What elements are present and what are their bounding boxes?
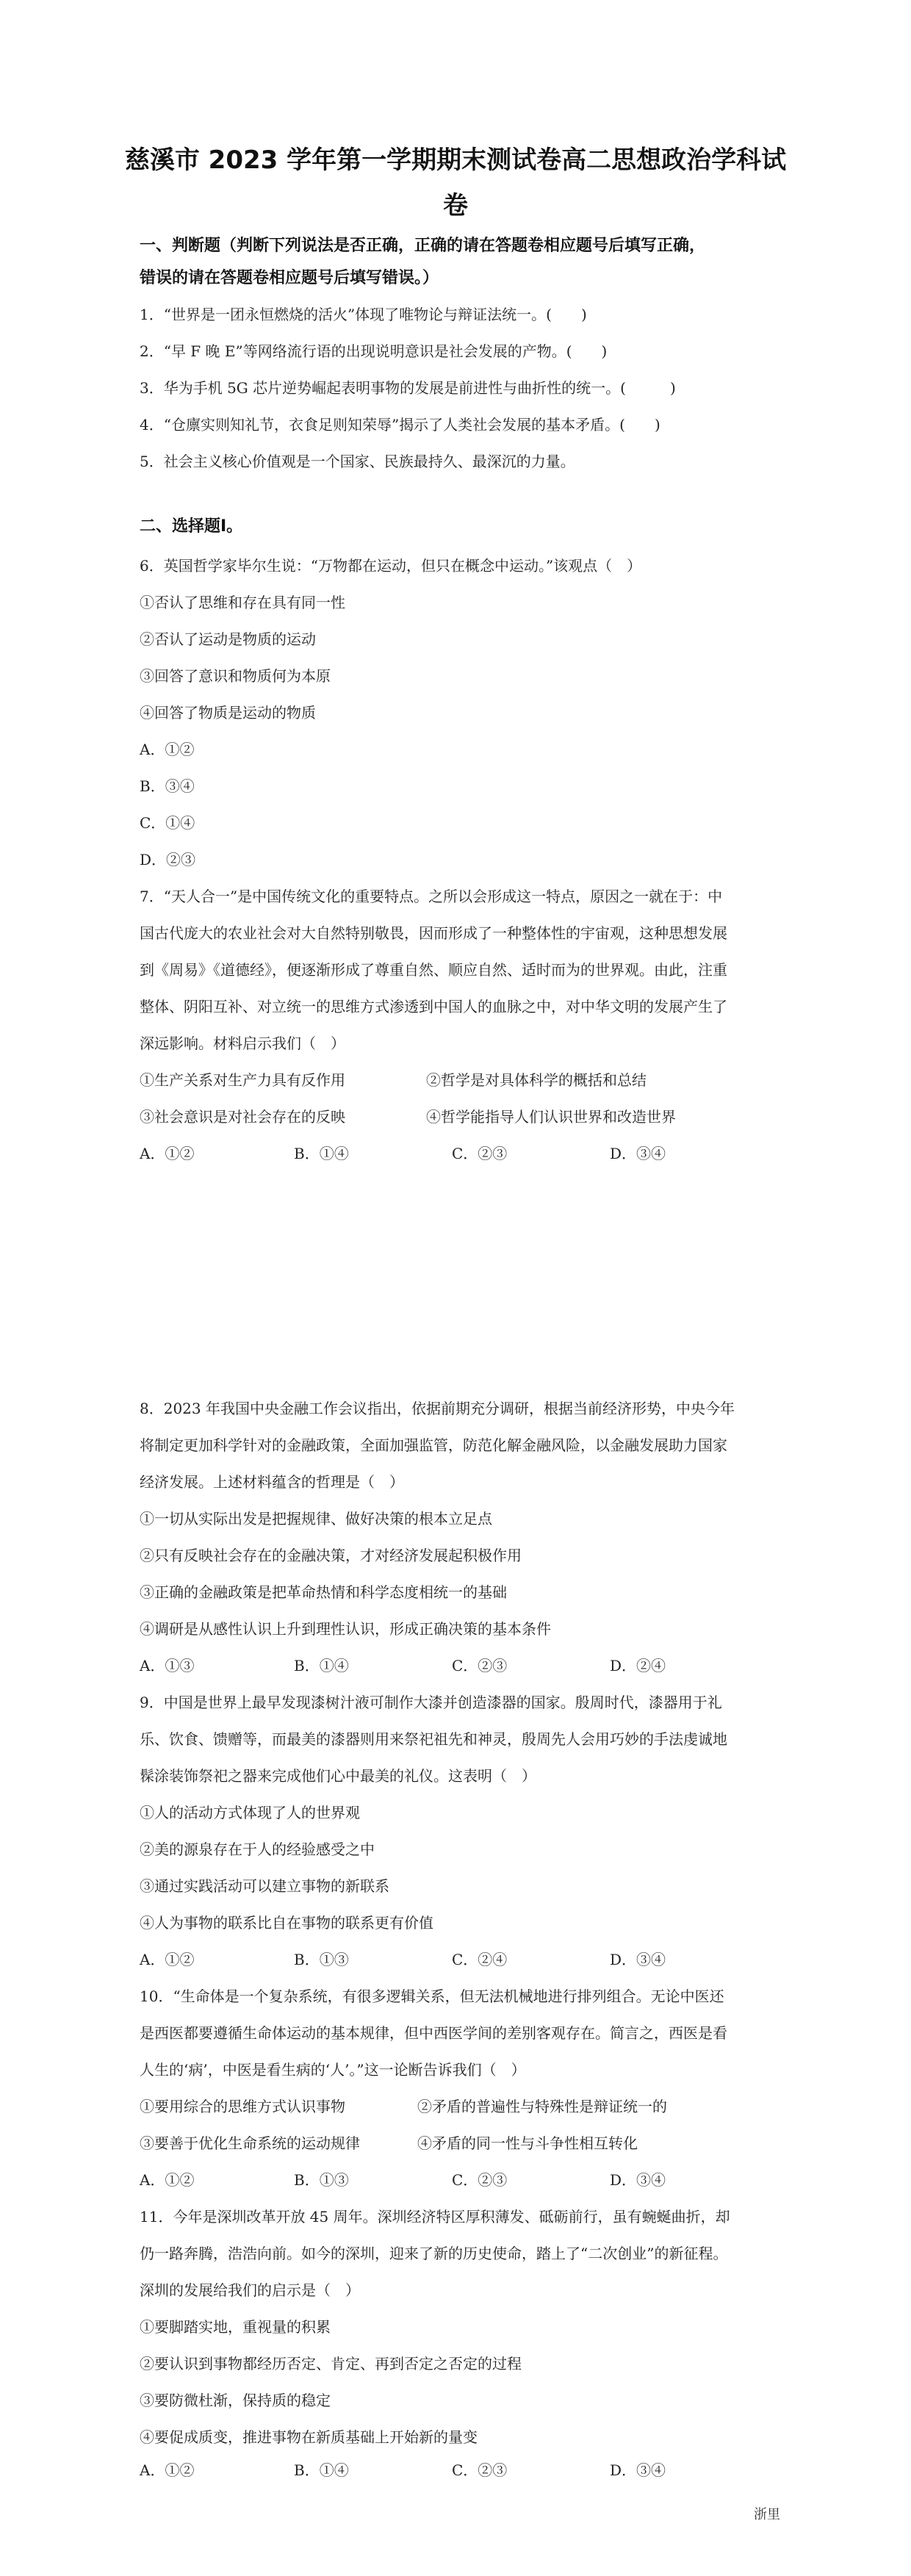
section-1-heading-line-1: 一、判断题（判断下列说法是否正确，正确的请在答题卷相应题号后填写正确， bbox=[140, 237, 706, 255]
question-8-statement-2: ②只有反映社会存在的金融决策，才对经济发展起积极作用 bbox=[140, 1547, 522, 1564]
question-7-stem-line-4: 整体、阴阳互补、对立统一的思维方式渗透到中国人的血脉之中，对中华文明的发展产生了 bbox=[140, 998, 727, 1015]
question-9-choice-b[interactable]: B．①③ bbox=[294, 1951, 349, 1968]
question-8-choice-a[interactable]: A．①③ bbox=[140, 1657, 195, 1674]
question-8-choice-d[interactable]: D．②④ bbox=[610, 1657, 666, 1674]
question-10-statement-1: ①要用综合的思维方式认识事物 bbox=[140, 2098, 345, 2115]
question-8-choice-c[interactable]: C．②③ bbox=[452, 1657, 508, 1674]
question-10-choice-a[interactable]: A．①② bbox=[140, 2171, 195, 2189]
question-6-choice-a[interactable]: A．①② bbox=[140, 741, 195, 758]
question-7-statement-1: ①生产关系对生产力具有反作用 bbox=[140, 1071, 345, 1089]
question-11-choice-c[interactable]: C．②③ bbox=[452, 2461, 508, 2479]
section-2-heading: 二、选择题Ⅰ。 bbox=[140, 517, 243, 536]
question-10-choice-c[interactable]: C．②③ bbox=[452, 2171, 508, 2189]
question-6-statement-1: ①否认了思维和存在具有同一性 bbox=[140, 594, 345, 611]
tf-question-2: 2．“早 F 晚 E”等网络流行语的出现说明意识是社会发展的产物。( ) bbox=[140, 342, 608, 360]
question-10-stem-line-2: 是西医都要遵循生命体运动的基本规律，但中西医学间的差别客观存在。简言之，西医是看 bbox=[140, 2024, 727, 2042]
page-footer: 浙里 bbox=[754, 2507, 780, 2522]
question-7-stem-line-2: 国古代庞大的农业社会对大自然特别敬畏，因而形成了一种整体性的宇宙观，这种思想发展 bbox=[140, 924, 727, 942]
question-9-statement-1: ①人的活动方式体现了人的世界观 bbox=[140, 1804, 360, 1821]
question-10-statements-row-2 bbox=[140, 2131, 786, 2156]
question-10-statements-row-1 bbox=[140, 2094, 786, 2119]
question-7-statements-row-2 bbox=[140, 1104, 786, 1129]
question-9-statement-2: ②美的源泉存在于人的经验感受之中 bbox=[140, 1841, 375, 1858]
question-11-choices bbox=[140, 2458, 786, 2483]
question-10-choice-b[interactable]: B．①③ bbox=[294, 2171, 349, 2189]
question-9-stem-line-2: 乐、饮食、馈赠等，而最美的漆器则用来祭祀祖先和神灵，殷周先人会用巧妙的手法虔诚地 bbox=[140, 1730, 727, 1748]
question-7-statement-3: ③社会意识是对社会存在的反映 bbox=[140, 1108, 345, 1126]
question-10-choices bbox=[140, 2167, 786, 2192]
question-8-statement-1: ①一切从实际出发是把握规律、做好决策的根本立足点 bbox=[140, 1510, 492, 1528]
question-11-choice-b[interactable]: B．①④ bbox=[294, 2461, 349, 2479]
tf-question-1: 1．“世界是一团永恒燃烧的活火”体现了唯物论与辩证法统一。( ) bbox=[140, 306, 587, 323]
page-title-line-2: 卷 bbox=[443, 191, 468, 220]
question-10-statement-2: ②矛盾的普遍性与特殊性是辩证统一的 bbox=[417, 2098, 667, 2115]
question-8-choice-b[interactable]: B．①④ bbox=[294, 1657, 349, 1674]
tf-question-4: 4．“仓廪实则知礼节，衣食足则知荣辱”揭示了人类社会发展的基本矛盾。( ) bbox=[140, 416, 660, 433]
question-6-stem: 6．英国哲学家毕尔生说：“万物都在运动，但只在概念中运动。”该观点（ ） bbox=[140, 557, 642, 575]
question-6-statement-4: ④回答了物质是运动的物质 bbox=[140, 704, 316, 722]
question-7-choice-b[interactable]: B．①④ bbox=[294, 1145, 349, 1162]
question-10-stem-line-1: 10．“生命体是一个复杂系统，有很多逻辑关系，但无法机械地进行排列组合。无论中医还 bbox=[140, 1987, 724, 2005]
question-6-statement-2: ②否认了运动是物质的运动 bbox=[140, 630, 316, 648]
question-8-stem-line-3: 经济发展。上述材料蕴含的哲理是（ ） bbox=[140, 1473, 404, 1491]
question-11-choice-d[interactable]: D．③④ bbox=[610, 2461, 666, 2479]
question-9-choice-c[interactable]: C．②④ bbox=[452, 1951, 508, 1968]
question-7-statement-2: ②哲学是对具体科学的概括和总结 bbox=[426, 1071, 647, 1089]
question-9-stem-line-3: 髹涂装饰祭祀之器来完成他们心中最美的礼仪。这表明（ ） bbox=[140, 1767, 536, 1785]
question-8-stem-line-2: 将制定更加科学针对的金融政策，全面加强监管，防范化解金融风险，以金融发展助力国家 bbox=[140, 1436, 727, 1454]
question-7-choices bbox=[140, 1141, 786, 1166]
question-9-stem-line-1: 9．中国是世界上最早发现漆树汁液可制作大漆并创造漆器的国家。殷周时代，漆器用于礼 bbox=[140, 1694, 722, 1711]
question-9-statement-3: ③通过实践活动可以建立事物的新联系 bbox=[140, 1877, 389, 1895]
question-6-statement-3: ③回答了意识和物质何为本原 bbox=[140, 667, 331, 685]
question-9-choice-d[interactable]: D．③④ bbox=[610, 1951, 666, 1968]
question-11-statement-1: ①要脚踏实地，重视量的积累 bbox=[140, 2318, 331, 2336]
question-11-stem-line-2: 仍一路奔腾，浩浩向前。如今的深圳，迎来了新的历史使命，踏上了“二次创业”的新征程。 bbox=[140, 2245, 728, 2262]
question-7-choice-a[interactable]: A．①② bbox=[140, 1145, 195, 1162]
question-6-choice-b[interactable]: B．③④ bbox=[140, 777, 195, 795]
question-9-choice-a[interactable]: A．①② bbox=[140, 1951, 195, 1968]
section-1-heading-line-2: 错误的请在答题卷相应题号后填写错误。） bbox=[140, 269, 439, 287]
question-11-statement-2: ②要认识到事物都经历否定、肯定、再到否定之否定的过程 bbox=[140, 2355, 522, 2372]
question-7-choice-d[interactable]: D．③④ bbox=[610, 1145, 666, 1162]
question-7-statement-4: ④哲学能指导人们认识世界和改造世界 bbox=[426, 1108, 676, 1126]
question-10-choice-d[interactable]: D．③④ bbox=[610, 2171, 666, 2189]
question-7-stem-line-5: 深远影响。材料启示我们（ ） bbox=[140, 1035, 345, 1052]
question-7-stem-line-1: 7．“天人合一”是中国传统文化的重要特点。之所以会形成这一特点，原因之一就在于：中 bbox=[140, 888, 723, 905]
question-10-stem-line-3: 人生的‘病’，中医是看生病的‘人’。”这一论断告诉我们（ ） bbox=[140, 2061, 526, 2079]
page-title-line-1: 慈溪市 2023 学年第一学期期末测试卷高二思想政治学科试 bbox=[124, 145, 787, 175]
question-9-statement-4: ④人为事物的联系比自在事物的联系更有价值 bbox=[140, 1914, 433, 1932]
question-11-choice-a[interactable]: A．①② bbox=[140, 2461, 195, 2479]
question-7-statements-row-1 bbox=[140, 1068, 786, 1093]
question-10-statement-3: ③要善于优化生命系统的运动规律 bbox=[140, 2134, 360, 2152]
question-8-statement-3: ③正确的金融政策是把革命热情和科学态度相统一的基础 bbox=[140, 1583, 507, 1601]
question-9-choices bbox=[140, 1947, 786, 1972]
tf-question-5: 5．社会主义核心价值观是一个国家、民族最持久、最深沉的力量。 bbox=[140, 453, 575, 470]
question-11-statement-3: ③要防微杜渐，保持质的稳定 bbox=[140, 2392, 331, 2409]
question-11-statement-4: ④要促成质变，推进事物在新质基础上开始新的量变 bbox=[140, 2428, 478, 2446]
question-7-stem-line-3: 到《周易》《道德经》，便逐渐形成了尊重自然、顺应自然、适时而为的世界观。由此，注重 bbox=[140, 961, 727, 979]
question-6-choice-c[interactable]: C．①④ bbox=[140, 814, 195, 832]
question-7-choice-c[interactable]: C．②③ bbox=[452, 1145, 508, 1162]
question-10-statement-4: ④矛盾的同一性与斗争性相互转化 bbox=[417, 2134, 638, 2152]
question-11-stem-line-3: 深圳的发展给我们的启示是（ ） bbox=[140, 2281, 360, 2299]
question-8-statement-4: ④调研是从感性认识上升到理性认识，形成正确决策的基本条件 bbox=[140, 1620, 551, 1638]
question-8-choices bbox=[140, 1653, 786, 1678]
question-6-choice-d[interactable]: D．②③ bbox=[140, 851, 196, 868]
question-11-stem-line-1: 11．今年是深圳改革开放 45 周年。深圳经济特区厚积薄发、砥砺前行，虽有蜿蜒曲折，却 bbox=[140, 2208, 730, 2226]
question-8-stem-line-1: 8．2023 年我国中央金融工作会议指出，依据前期充分调研，根据当前经济形势，中央今年 bbox=[140, 1400, 735, 1417]
tf-question-3: 3．华为手机 5G 芯片逆势崛起表明事物的发展是前进性与曲折性的统一。( ) bbox=[140, 379, 676, 397]
